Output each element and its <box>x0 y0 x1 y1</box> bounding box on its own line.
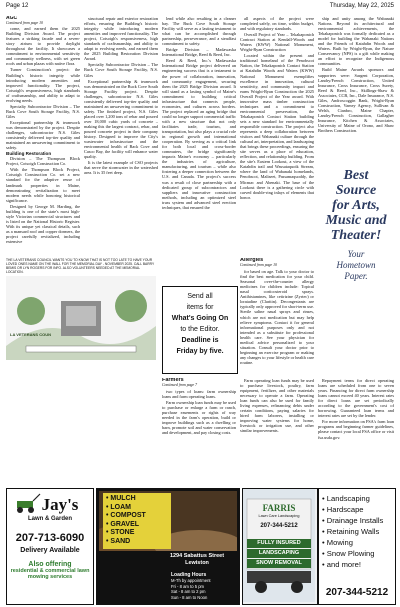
section-heading: Building Restoration <box>6 151 52 157</box>
service-item: • Retaining Walls <box>322 527 380 536</box>
col2-paragraph: Specialty Subcontractor Division – The Buck Cove South Storage Facility, N.S. Giles <box>84 62 158 78</box>
bullet-icon: • <box>322 560 325 569</box>
promo-line: Theater! <box>330 228 382 243</box>
hours-title: Loading Hours <box>171 572 207 578</box>
jays-lawn-garden-ad <box>6 488 94 605</box>
col3-paragraph: lend while also resulting in a cleaner bay. The Buck Cove South Storage Facility will serve as a lasting testament to what can be accomplished through partnership, perseverance, and a steadfast commitment to safety. <box>162 16 236 47</box>
farmers-article-cont <box>240 378 314 484</box>
mulch-item: • LOAM <box>106 503 132 511</box>
service-item: • Drainage Installs <box>322 516 384 525</box>
issue-date: Thursday, May 22, 2025 <box>329 3 394 9</box>
jays-offering-text: residential & commercial lawn mowing services <box>10 568 90 580</box>
jays-name: Jay's <box>41 495 79 514</box>
allergies-text: for based on age. Talk to your doctor to find the best medication for your child. Seasonal over-the-counter allergy medicines for children include: Topical nasal corticosteroid sprays. Antihistamines, like cetirizine (Zyrtec) or loratadine (Claritin). Decongestants are typically only approved for short-term use. Sterile saline nasal sprays and rinses, which are not medication but may help relieve symptoms. Contact it for general informational purposes only and not intended as a substitute for professional health care. See your physician for medical advice personalized to your situation. Consult your doctor prior to beginning an exercise program or making any changes to your lifestyle or health care routine. <box>240 269 314 365</box>
bullet-icon: • <box>322 527 325 536</box>
landscaping-services-ad <box>318 488 396 605</box>
allergies-continued: Continued from page 10 <box>240 263 277 268</box>
veterans-memorial-photo <box>6 276 156 360</box>
col5-paragraph: Build Maine Awards sponsors and supporters were: Sargent Corporation, Landry/French Construction, United Insurance, Cross Insurance, Cross Surety, Reed & Reed, Inc., Skillings-Shaw & Associates, CCB, Inc., Dale Insurance, N.S. Giles, Androscoggin Bank, Wright-Ryan Construction, Varney Agency, Sullivan & Welsh, Cianbro, Maine Chapter, Landry/French Construction, Gallagher Insurance, Kitchen & Associates, University of Maine of Orono, and Shaw Brothers Construction. <box>318 67 394 134</box>
farmers-article <box>162 378 236 484</box>
address-line: Lewiston <box>185 560 209 566</box>
farris-band: SNOW REMOVAL <box>256 560 302 566</box>
article-column-4 <box>240 16 314 256</box>
shop-local-promo <box>318 168 394 368</box>
col2-paragraph: structural repair and exterior restoration efforts, ensuring the Building's historic integrity while introducing modern amenities and improved functionality. The project, Cotsoigh's responsiveness, high standards of craftsmanship, and ability to adapt to evolving needs, and earned them the 2025 Building Restoration Division Award. <box>84 16 158 62</box>
veterans-logo-text: LA VETERANS COUN <box>10 332 51 337</box>
bullet-icon: • <box>322 549 325 558</box>
promo-line: Music and <box>325 213 387 228</box>
farris-phone: 207-344-5212 <box>260 523 298 529</box>
col4-paragraph: Overall Project of Year – Tekakaponich Contract Station at Kendall-Woods and Waters (KWW) National Monument, Wright-Ryan Construction <box>240 32 314 53</box>
page-number: Page 12 <box>6 3 29 9</box>
promo-line: Source <box>335 183 377 198</box>
mulch-loam-ad <box>96 488 240 605</box>
veterans-logo <box>10 332 51 337</box>
col4-paragraph: all aspects of the project were completed safely, on time, within budget, and with regulatory standards. <box>240 16 314 32</box>
col1-paragraph: Designed by George M. Harding, the building is one of the state's most high-style Victorian commercial structures and is listed on the National Historic Register. With its unique yet classical details, such as a mansard roof and copper dormers, the project carefully revitalized, including extensive <box>6 203 80 245</box>
col5-paragraph: ship and unity among the Wabanaki Nations. Beyond its architectural and environmental achievements, the Tekakaponich was formally dedicated as a model for building the Wabanaki Nations and the Friends of Katahdin Woods and Waters. Built by Wright-Ryan, the Nature Conservancy (NPS) is a gift while making an effort to recognize the Indigenous communities. <box>318 16 394 67</box>
promo-line: for Arts, <box>332 198 380 213</box>
landscaping-phone: 207-344-5212 <box>325 587 389 598</box>
send-line: Send all <box>187 293 213 300</box>
services-list <box>319 489 395 574</box>
send-line: Friday by five. <box>176 348 224 355</box>
allergies-heading: Allergies <box>240 258 264 263</box>
hours-line: Sun - 8 am to Noon <box>171 594 208 600</box>
send-line: What's Going On <box>171 315 229 322</box>
send-all-box <box>162 286 238 374</box>
promo-line: Best <box>343 168 369 183</box>
mulch-address <box>157 553 237 567</box>
page-header <box>6 3 394 13</box>
mulch-item: • SAND <box>106 537 131 545</box>
service-item: • Hardscape <box>322 505 364 514</box>
farmers-paragraph: two types of loans: farm ownership loans and farm operating loans. <box>162 389 236 400</box>
article-column-1: AGC Continued from page 10 come, and earned them the 2025 Building Division Award. The project features a striking facade and a seven-story atrium to provide daylight throughout the facility. It showcases a commitment to environmental sensitivity and community wellness, with set green roofs and urban plazas with native flora. Turner Construction's project: the Building's historic integrity while introducing modern amenities and improved functionality. The project, Cotsoigh's responsiveness, high standards of craftsmanship, and ability to adapt to evolving needs. Specialty Subcontractor Division – The Buck Cove South Storage Facility, N.S. Giles Exceptional partnership & teamwork was demonstrated by the project. Despite challenges, subcontractor N.S. Giles consistently delivered top-tier quality and maintained an unwavering commitment to safety. Building Restoration Division – The Thompson Block Project, Cotsoigh Construction Co. With the Thompson Block Project, Cotsoigh Construction Co. set a new standard for the adaptive reuse of landmark properties in Maine, demonstrating revitalization to meet modern needs while honoring historical significance. Designed by George M. Harding, the building is one of the state's most high-style Victorian commercial structures and is listed on the National Historic Register. With its unique yet classical details, such as a mansard roof and copper dormers, the project carefully revitalized, including extensive <box>6 16 80 245</box>
farmers-paragraph: For more information on FSA's farm loan programs and beginning farmer guidelines, please contact your local FSA office or visit fsa.usda.gov. <box>318 419 394 440</box>
service-item: • Landscaping <box>322 494 370 503</box>
lawn-mower-icon <box>11 493 41 515</box>
send-line: Deadline is <box>181 337 219 344</box>
farris-sub: Lawn Care Landscaping <box>258 514 300 518</box>
bullet-icon: • <box>322 516 325 525</box>
col2-paragraph: It is the latest example of CSO projects that serve the stormwater in the watershed area. It is 35 feet deep. <box>84 160 158 176</box>
bullet-icon: • <box>322 505 325 514</box>
jays-offering-title: Also offering <box>28 561 72 568</box>
allergies-article <box>240 258 314 378</box>
farmers-article-cont2 <box>318 378 394 484</box>
farris-lawn-care-ad <box>242 488 318 605</box>
col1-paragraph: come, and earned them the 2025 Building Division Award. The project features a striking facade and a seven-story atrium to provide daylight throughout the facility. It showcases a commitment to environmental sensitivity and community wellness, with set green roofs and urban plazas with native flora. <box>6 26 80 67</box>
veterans-notice <box>6 258 156 364</box>
article-column-2 <box>84 16 158 266</box>
hours-line: Sat - 8 am to 2 pm <box>171 589 206 595</box>
col1-paragraph: Division – The Thompson Block Project, Cotsoigh Construction Co. <box>6 156 80 167</box>
mulch-hours <box>171 573 235 600</box>
farmers-paragraph: Farm ownership loan funds may be used to purchase or enlarge a farm or ranch, purchase easements or rights of way needed in the farm's operation, build or improve buildings such as a dwelling or barn, promote soil and water conservation and development, and pay closing costs. <box>162 400 236 436</box>
farmers-paragraph: Repayment terms for direct operating loans are scheduled from one to seven years. Financing for direct farm ownership loans cannot exceed 40 years. Interest rates for direct loans are set periodically according to the government's cost of borrowing. Guaranteed loan terms and interest rates are set by the lender. <box>318 378 394 419</box>
send-line: items for <box>186 304 214 311</box>
address-line: 1294 Sabattus Street <box>169 553 225 559</box>
promo-line: Your <box>347 249 365 259</box>
mulch-item: • GRAVEL <box>106 520 140 528</box>
farris-name: FARRIS <box>262 503 296 513</box>
service-item: • Snow Plowing <box>322 549 375 558</box>
col3-paragraph: Bridge Division – Madawaska International Bridge, Reed & Reed, Inc. <box>162 47 236 58</box>
send-line: to the Editor. <box>180 326 220 333</box>
jays-phone: 207-713-6090 <box>15 532 85 544</box>
bullet-icon: • <box>322 538 325 547</box>
promo-line: Hometown <box>336 260 376 270</box>
jays-delivery: Delivery Available <box>20 547 80 554</box>
col3-paragraph: Reed & Reed, Inc.'s Madawaska International Bridge project delivered an engineering success that is a testament to the power of collaboration, innovation, and community engagement, securing them the 2025 Bridge Division award. It will stand as a lasting symbol of Maine's commitment to building critical infrastructure that connects people, economies, and cultures across borders. The project replaced an aging bridge that could no longer support commercial traffic with a new structure that not only facilitates trade, tourism, and transportation, but also plays a crucial role in regional growth and international cooperation. By serving as a critical link for both local and cross-border commuters, the bridge significantly impacts Maine's economy – particularly the industries of agriculture, manufacturing, and tourism – while also fostering a deeper connection between the U.S. and Canada. The project's success was a result of close partnership with a dedicated group of subcontractors and suppliers and innovative construction methods, including an optimized steel truss system and advanced steel erection techniques, that ensured the <box>162 58 236 210</box>
farmers-continued: Continued from page 7 <box>162 383 197 388</box>
hours-line: Fri - 8 am to 5 pm <box>171 583 205 589</box>
hours-line: M-Th by appointment <box>171 578 211 584</box>
mulch-item: • STONE <box>106 529 135 537</box>
service-item: • and more! <box>322 560 361 569</box>
col1-paragraph: Turner Construction's project: the Building's historic integrity while introducing modern amenities and improved functionality. The project, Cotsoigh's responsiveness, high standards of craftsmanship, and ability to adapt to evolving needs. <box>6 67 80 103</box>
veterans-caption: THE LA VETERANS COUNCIL WANTS YOU TO KNOW THAT IS NOT TOO LATE TO HAVE YOUR LOVED ONES NAME ON THE WALL FOR THE MEMORIAL DAY - NOVEMBER 2025. CALL BARRY BEMIS OR LYN ROGERS FOR INFO. ALSO VOLUNTEERS NEEDED AT THE MEMORIAL LOCATION. <box>6 258 155 274</box>
jays-subtitle: Lawn & Garden <box>27 516 72 522</box>
service-item: • Mowing <box>322 538 353 547</box>
farris-band: FULLY INSURED <box>257 540 301 546</box>
col2-paragraph: Exceptional partnership & teamwork was demonstrated on the Buck Cove South Storage Facility project. Despite challenges, subcontractor N.S. Giles consistently delivered top-tier quality and maintained an unwavering commitment to safety. The finished project, N.S. Giles placed over 1,200 tons of rebar and poured over 18,000 cubic yards of concrete – making this the largest contract, rebar, and poured concrete project in their company history. Designed to improve the City's wastewater infrastructure and the environmental health of Back Cove and Casco Bay, the facility will enhance water quality. <box>84 78 158 160</box>
col1-paragraph: Specialty Subcontractor Division – The Buck Cove South Storage Facility, N.S. Giles <box>6 103 80 119</box>
mulch-item: • COMPOST <box>106 512 146 520</box>
col4-paragraph: Located within the present and traditional homeland of the Penobscot Nation, the Tekakaponich Contact Station at Katahdin Woods and Waters (KWW) National Monument exemplifies excellence in innovation, cultural sensitivity, and community impact and earns Wright-Ryan Construction the 2025 Overall Project of the Year award. With innovative mass timber construction techniques and a commitment to environmental preservation, the Tekakaponich Contact Station building sets a new standard for environmentally responsible construction. The project also represents a deep collaboration between visitors and Wabanaki culture through the cultural art, interpretation, and landscaping that brings these proceedings, ensuring the site serves as a place of education, reflection, and relationship building. From the site's Eastern Lookout, a view of the Katahdin trail and Wassataquoik Stream, where the land of Wabanaki homelands, Penobscot, Maliseet, Passamaquoddy, the Micmac and Abenaki. The base of the Lookout there is a gathering circle with carved double-ring inlays of elements that honor. <box>240 53 314 200</box>
bullet-icon: • <box>322 494 325 503</box>
promo-line: Paper. <box>344 271 368 281</box>
article-column-5 <box>318 16 394 164</box>
article-column-3 <box>162 16 236 288</box>
col1-paragraph: With the Thompson Block Project, Cotsoigh Construction Co. set a new standard for the adaptive reuse of landmark properties in Maine, demonstrating revitalization to meet modern needs while honoring historical significance. <box>6 167 80 203</box>
farmers-paragraph: Farm operating loan funds may be used to purchase livestock, poultry, farm equipment, fertilizer, and other materials necessary to operate a farm. Operating loan funds can also be used for family living expenses, refinancing debts under certain conditions, paying salaries for hired farm laborers, installing or improving water systems for home, livestock or irrigation use, and other similar improvements. <box>240 378 314 434</box>
farmers-heading: Farmers <box>162 378 184 383</box>
farris-band: LANDSCAPING <box>258 550 300 556</box>
mulch-items <box>103 493 171 549</box>
mulch-item: • MULCH <box>106 495 136 502</box>
col1-paragraph: Exceptional partnership & teamwork was demonstrated by the project. Despite challenges, subcontractor N.S. Giles consistently delivered top-tier quality and maintained an unwavering commitment to safety. <box>6 119 80 151</box>
